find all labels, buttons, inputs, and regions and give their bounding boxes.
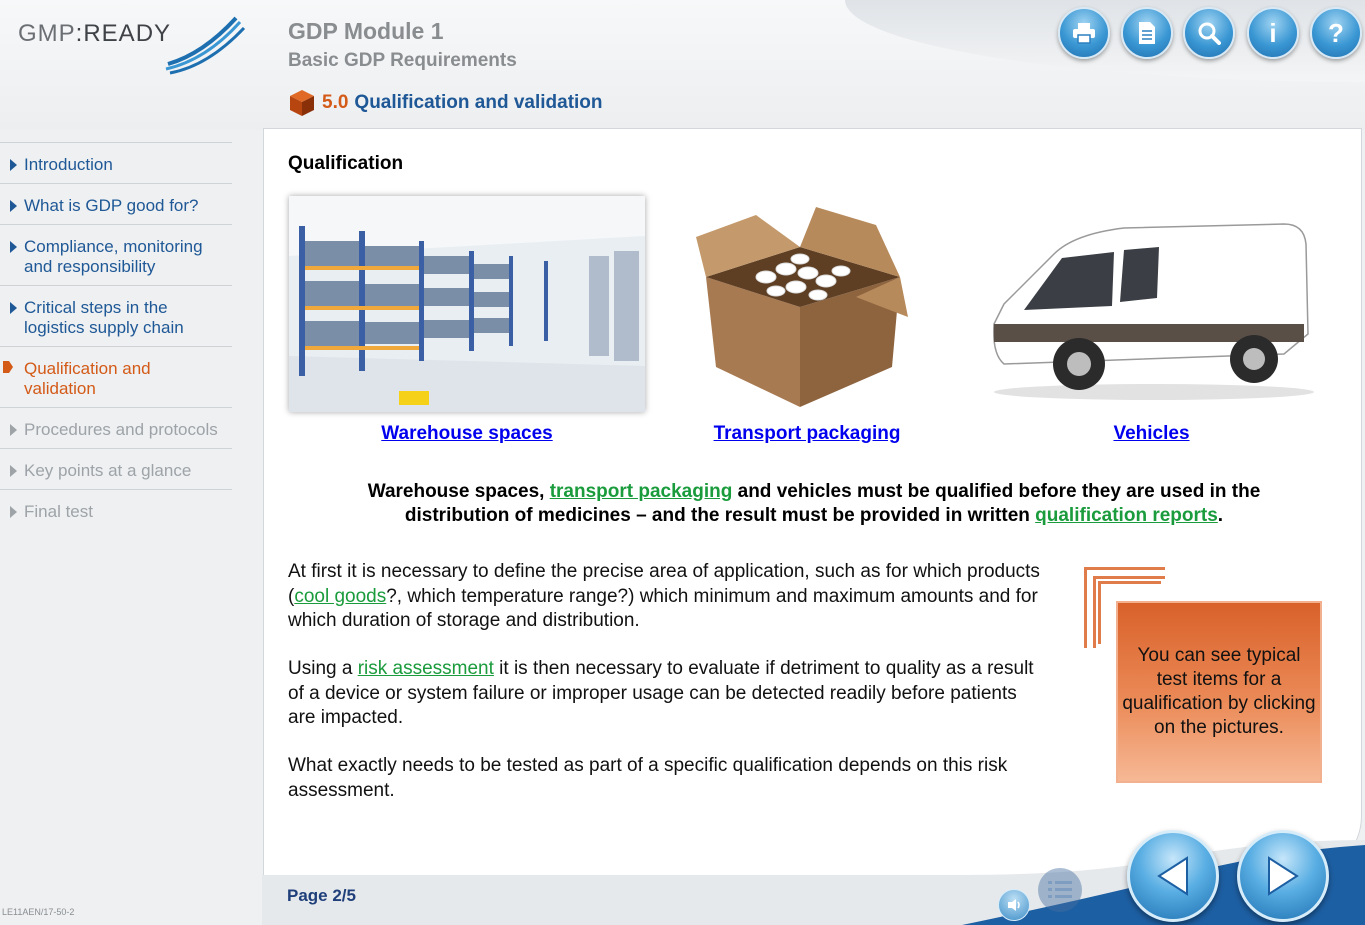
print-icon [1072,22,1096,44]
sidebar-item-label: What is GDP good for? [24,196,199,215]
vehicles-link[interactable]: Vehicles [1113,423,1190,444]
help-button[interactable] [1310,7,1362,59]
sidebar-item-label: Critical steps in the logistics supply chain [24,298,184,337]
sidebar-item-what-is-gdp[interactable] [0,183,232,224]
van-image [984,214,1314,404]
sidebar-item-label: Final test [24,502,93,521]
search-icon [1197,21,1221,45]
triangle-right-icon [1263,854,1303,898]
print-button[interactable] [1058,7,1110,59]
paragraph-text: ?, which temperature range?) which minimum and maximum amounts and for which duration of storage and distribution. [288,585,1038,631]
sidebar-item-label: Key points at a glance [24,461,192,480]
search-button[interactable] [1183,7,1235,59]
triangle-left-icon [1153,854,1193,898]
help-icon: ? [1328,17,1344,48]
section-number: 5.0 [322,92,349,113]
box-photo[interactable] [696,207,908,407]
logo-swoosh-icon [158,14,248,76]
lead-text: Warehouse spaces, [367,481,550,502]
warehouse-spaces-link[interactable]: Warehouse spaces [381,423,553,444]
sidebar-item-final-test [0,489,232,530]
paragraph-area-of-application [288,560,1048,634]
section-heading [288,88,603,118]
sidebar-nav [0,142,232,530]
paragraph-text: At first it is necessary to define the precise area of application, such as for which products ( [288,561,1040,607]
module-subtitle: Basic GDP Requirements [288,50,517,71]
course-code: LE11AEN/17-50-2 [2,907,75,917]
qualification-reports-glossary-link[interactable]: qualification reports [1035,505,1218,526]
triangle-right-icon [10,302,17,314]
speaker-icon [1006,897,1022,913]
cube-icon [288,88,316,118]
audio-button[interactable] [998,889,1030,921]
lead-text: and vehicles must be qualified before they are used in the distribution of medicines – and the result must be provided in written [404,481,1261,526]
lead-statement [344,480,1284,528]
triangle-right-icon [10,159,17,171]
hint-box: You can see typical test items for a qualification by clicking on the pictures. [1116,601,1322,783]
section-title: Qualification and validation [354,92,603,113]
gmp-ready-logo [18,14,243,76]
cool-goods-glossary-link[interactable]: cool goods [294,585,387,607]
sidebar-item-compliance[interactable] [0,224,232,285]
paragraph-text: it is then necessary to evaluate if detriment to quality as a result of a device or system failure or improper usage can be detected readily before patients are impacted. [288,658,1034,728]
page-indicator: Page 2/5 [287,886,356,905]
document-button[interactable] [1121,7,1173,59]
content-title: Qualification [288,153,404,174]
triangle-right-icon [10,424,17,436]
info-button[interactable] [1247,7,1299,59]
document-icon [1138,21,1156,45]
risk-assessment-glossary-link[interactable]: risk assessment [357,658,494,679]
van-photo[interactable] [984,214,1314,404]
header [0,0,1365,130]
triangle-right-icon [10,506,17,518]
info-icon: i [1269,17,1277,48]
module-title: GDP Module 1 [288,18,444,44]
logo-text: GMP:READY [18,20,172,47]
paragraph-risk-assessment [288,657,1048,731]
active-marker-icon [3,361,13,373]
sidebar-item-label: Qualification and validation [24,359,151,398]
triangle-right-icon [10,200,17,212]
sidebar-item-introduction[interactable] [0,142,232,183]
next-page-button[interactable] [1237,830,1329,922]
sidebar-item-procedures [0,407,232,448]
warehouse-image [289,196,645,412]
transport-packaging-glossary-link[interactable]: transport packaging [549,481,733,502]
previous-page-button[interactable] [1127,830,1219,922]
list-icon [1048,880,1072,900]
sidebar-item-label: Procedures and protocols [24,420,218,439]
sidebar-item-label: Introduction [24,155,113,174]
sidebar-item-key-points [0,448,232,489]
warehouse-photo[interactable] [289,196,645,412]
menu-button[interactable] [1038,868,1082,912]
cardboard-box-image [696,207,908,407]
sidebar-item-critical-steps[interactable] [0,285,232,346]
triangle-right-icon [10,465,17,477]
paragraph-testing: What exactly needs to be tested as part of a specific qualification depends on this risk assessment. [288,755,1008,801]
paragraph-text: Using a [288,658,358,679]
lead-text: . [1217,505,1224,526]
sidebar-item-label: Compliance, monitoring and responsibility [24,237,203,276]
triangle-right-icon [10,241,17,253]
content-panel [263,128,1362,876]
transport-packaging-link[interactable]: Transport packaging [713,423,901,444]
sidebar-item-qualification[interactable] [0,346,232,407]
